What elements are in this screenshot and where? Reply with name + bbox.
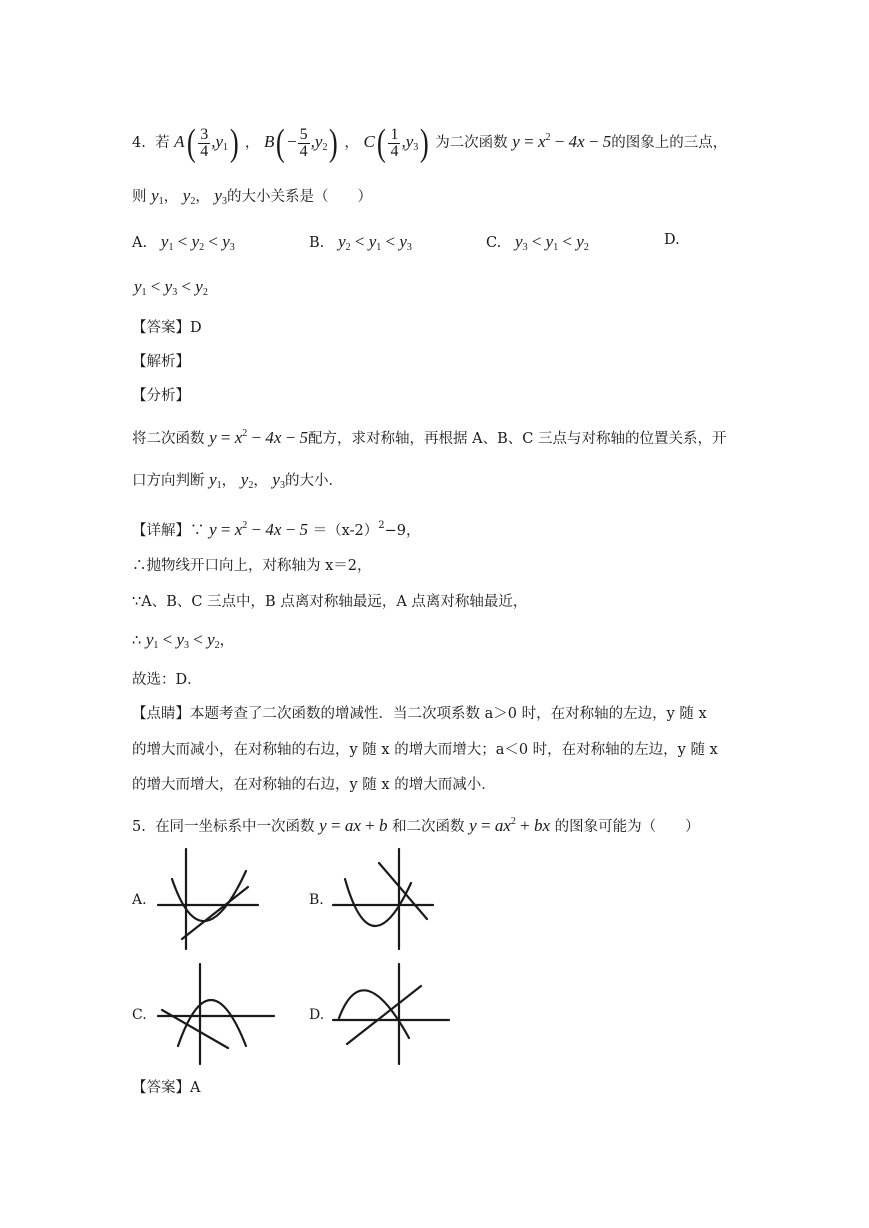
q4-number: 4. (132, 134, 146, 151)
graph-c-label: C. (132, 1007, 147, 1023)
q4-review-line1: 【点睛】本题考查了二次函数的增减性．当二次项系数 a＞0 时，在对称轴的左边，y 随 x (132, 706, 707, 722)
graph-b[interactable] (325, 845, 445, 955)
q4-fenxi-line2: 口方向判断 $y_1$， $y_2$， $y_3$的大小． (132, 470, 343, 491)
point-C: C( $\frac{1}{4}$ $,y_3$) (363, 122, 430, 164)
q4-text-mid: 为二次函数 (435, 134, 508, 151)
q4-stem-line1: 4. 若 A( $\frac{3}{4}$ $,y_1$) ， B( − $\frac{5}{4}$ $,y_2$) ， C( $\frac{1}{4}$ $,y_3$) 为二次函数 $y = x^2 - 4x - 5$的图象上的三点， (132, 122, 728, 164)
graph-c[interactable] (150, 960, 280, 1070)
q4-review-line3: 的增大而增大，在对称轴的右边，y 随 x 的增大而减小． (132, 777, 496, 793)
graph-b-label: B. (309, 892, 324, 908)
q4-text-end: 的图象上的三点， (611, 134, 728, 151)
q4-step3: ∴ $y_1 < y_3 < y_2$， (132, 630, 235, 651)
option-d-label[interactable]: D. (664, 232, 680, 248)
q5-stem: 5. 在同一坐标系中一次函数 y = ax + b 和二次函数 $y = ax^2$ + bx 的图象可能为（ ） (132, 816, 700, 835)
q4-function: $y = x^2 - 4x - 5$ (512, 131, 612, 151)
q4-step2: ∵A、B、C 三点中，B 点离对称轴最远，A 点离对称轴最近， (132, 594, 528, 610)
point-A: A( $\frac{3}{4}$ $,y_1$) (174, 122, 239, 164)
q4-fenxi-tag: 【分析】 (132, 388, 190, 404)
q4-fenxi-line1: 将二次函数 $y = x^2 - 4x - 5$配方，求对称轴，再根据 A、B、C 三点与对称轴的位置关系，开 (132, 428, 727, 447)
option-b[interactable]: B. $y_2 < y_1 < y_3$ (309, 232, 412, 253)
option-c[interactable]: C. $y_3 < y_1 < y_2$ (486, 232, 589, 253)
q5-answer: 【答案】A (132, 1080, 201, 1096)
graph-d-line (347, 986, 421, 1044)
option-d-math[interactable]: $y_1 < y_3 < y_2$ (134, 277, 208, 298)
q4-stem-line2: 则 $y_1$， $y_2$， $y_3$的大小关系是（ ） (132, 186, 372, 207)
graph-a[interactable] (150, 845, 270, 955)
graph-a-line (182, 887, 248, 939)
q4-analysis-tag: 【解析】 (132, 354, 190, 370)
q4-review-line2: 的增大而减小，在对称轴的右边，y 随 x 的增大而增大；a＜0 时，在对称轴的左边，y 随 x (132, 742, 718, 758)
q4-if: 若 (155, 134, 170, 151)
option-a[interactable]: A. $y_1 < y_2 < y_3$ (132, 232, 235, 253)
graph-b-parabola (345, 879, 411, 926)
q4-detail-line: 【详解】∵ $y = x^2 - 4x - 5 =(x-2)^2-9$， (132, 520, 421, 539)
graph-b-line (379, 863, 427, 919)
q4-answer: 【答案】D (132, 320, 202, 336)
q4-step4: 故选：D． (132, 672, 202, 688)
q4-step1: ∴抛物线开口向上，对称轴为 x＝2， (132, 558, 372, 574)
graph-d-label: D. (309, 1007, 325, 1023)
graph-a-label: A. (132, 892, 147, 908)
point-B: B( − $\frac{5}{4}$ $,y_2$) (264, 122, 339, 164)
graph-d[interactable] (325, 960, 455, 1070)
